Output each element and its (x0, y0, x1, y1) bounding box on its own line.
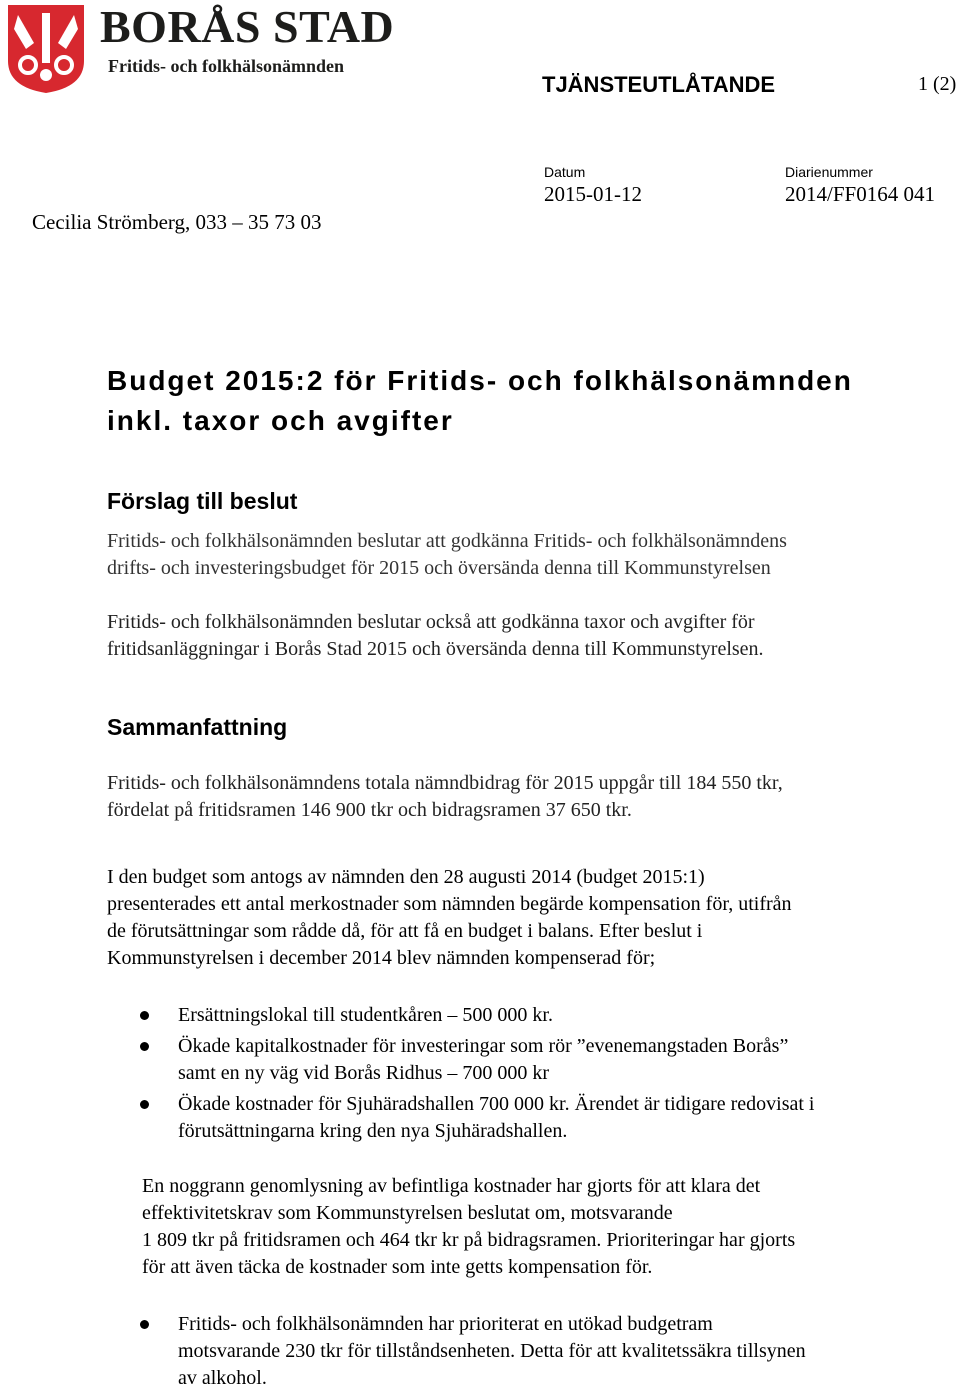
text-line: motsvarande 230 tkr för tillståndsenheten. Detta för att kvalitetssäkra tillsynen (178, 1340, 806, 1362)
date-value: 2015-01-12 (544, 182, 642, 206)
list-item (140, 1091, 814, 1145)
text-line: de förutsättningar som rådde då, för att få en budget i balans. Efter beslut i (107, 920, 703, 942)
bullet-icon (140, 1011, 149, 1020)
text-line: En noggrann genomlysning av befintliga kostnader har gjorts för att klara det (142, 1175, 761, 1197)
priority-list (140, 1311, 806, 1396)
bullet-icon (140, 1100, 149, 1109)
text-line: presenterades ett antal merkostnader som nämnden begärde kompensation för, utifrån (107, 893, 792, 915)
text-line: fördelat på fritidsramen 146 900 tkr och bidragsramen 37 650 tkr. (107, 799, 632, 821)
paragraph-beslut-2 (107, 609, 764, 663)
text-line: för att även täcka de kostnader som inte getts kompensation för. (142, 1256, 653, 1278)
list-item (140, 1311, 806, 1392)
title-line: Budget 2015:2 för Fritids- och folkhälsonämnden (107, 365, 853, 396)
org-name: BORÅS STAD (100, 1, 395, 52)
text-line: Fritids- och folkhälsonämnden beslutar också att godkänna taxor och avgifter för (107, 611, 755, 633)
text-line: Fritids- och folkhälsonämndens totala nämndbidrag för 2015 uppgår till 184 550 tkr, (107, 772, 783, 794)
text-line: samt en ny väg vid Borås Ridhus – 700 000 kr (178, 1062, 550, 1084)
paragraph-summary-2 (107, 864, 792, 972)
diarienummer-label: Diarienummer (785, 164, 873, 180)
page-number: 1 (2) (918, 73, 957, 95)
text-line: fritidsanläggningar i Borås Stad 2015 och översända denna till Kommunstyrelsen. (107, 638, 764, 660)
heading-sammanfattning: Sammanfattning (107, 714, 288, 740)
paragraph-beslut-1 (107, 528, 787, 582)
bullet-icon (140, 1320, 149, 1329)
diarienummer-value: 2014/FF0164 041 (785, 182, 935, 206)
contact-person: Cecilia Strömberg, 033 – 35 73 03 (32, 210, 322, 234)
paragraph-summary-3 (142, 1173, 795, 1281)
text-line: av alkohol. (178, 1367, 267, 1389)
text-line: 1 809 tkr på fritidsramen och 464 tkr kr på bidragsramen. Prioriteringar har gjorts (142, 1229, 796, 1251)
borasstad-logo-icon (6, 3, 86, 95)
list-item (140, 1033, 814, 1087)
text-line: Kommunstyrelsen i december 2014 blev nämnden kompenserad för; (107, 947, 656, 969)
org-subtitle: Fritids- och folkhälsonämnden (108, 56, 345, 76)
list-item (140, 1002, 814, 1029)
text-line: drifts- och investeringsbudget för 2015 och översända denna till Kommunstyrelsen (107, 557, 771, 579)
text-line: Fritids- och folkhälsonämnden beslutar att godkänna Fritids- och folkhälsonämndens (107, 530, 787, 552)
text-line: förutsättningarna kring den nya Sjuhäradshallen. (178, 1120, 568, 1142)
document-type: TJÄNSTEUTLÅTANDE (542, 72, 776, 97)
text-line: effektivitetskrav som Kommunstyrelsen beslutat om, motsvarande (142, 1202, 673, 1224)
text-line: Fritids- och folkhälsonämnden har prioriterat en utökad budgetram (178, 1313, 713, 1335)
bullet-icon (140, 1042, 149, 1051)
heading-forslag: Förslag till beslut (107, 488, 298, 514)
text-line: I den budget som antogs av nämnden den 28 augusti 2014 (budget 2015:1) (107, 866, 705, 888)
text-line: Ersättningslokal till studentkåren – 500 000 kr. (178, 1004, 553, 1026)
paragraph-summary-1 (107, 770, 783, 824)
text-line: Ökade kapitalkostnader för investeringar som rör ”evenemangstaden Borås” (178, 1035, 789, 1057)
date-label: Datum (544, 164, 586, 180)
document-title (107, 361, 853, 441)
compensation-list (140, 1002, 814, 1149)
text-line: Ökade kostnader för Sjuhäradshallen 700 000 kr. Ärendet är tidigare redovisat i (178, 1093, 815, 1115)
title-line: inkl. taxor och avgifter (107, 405, 454, 436)
